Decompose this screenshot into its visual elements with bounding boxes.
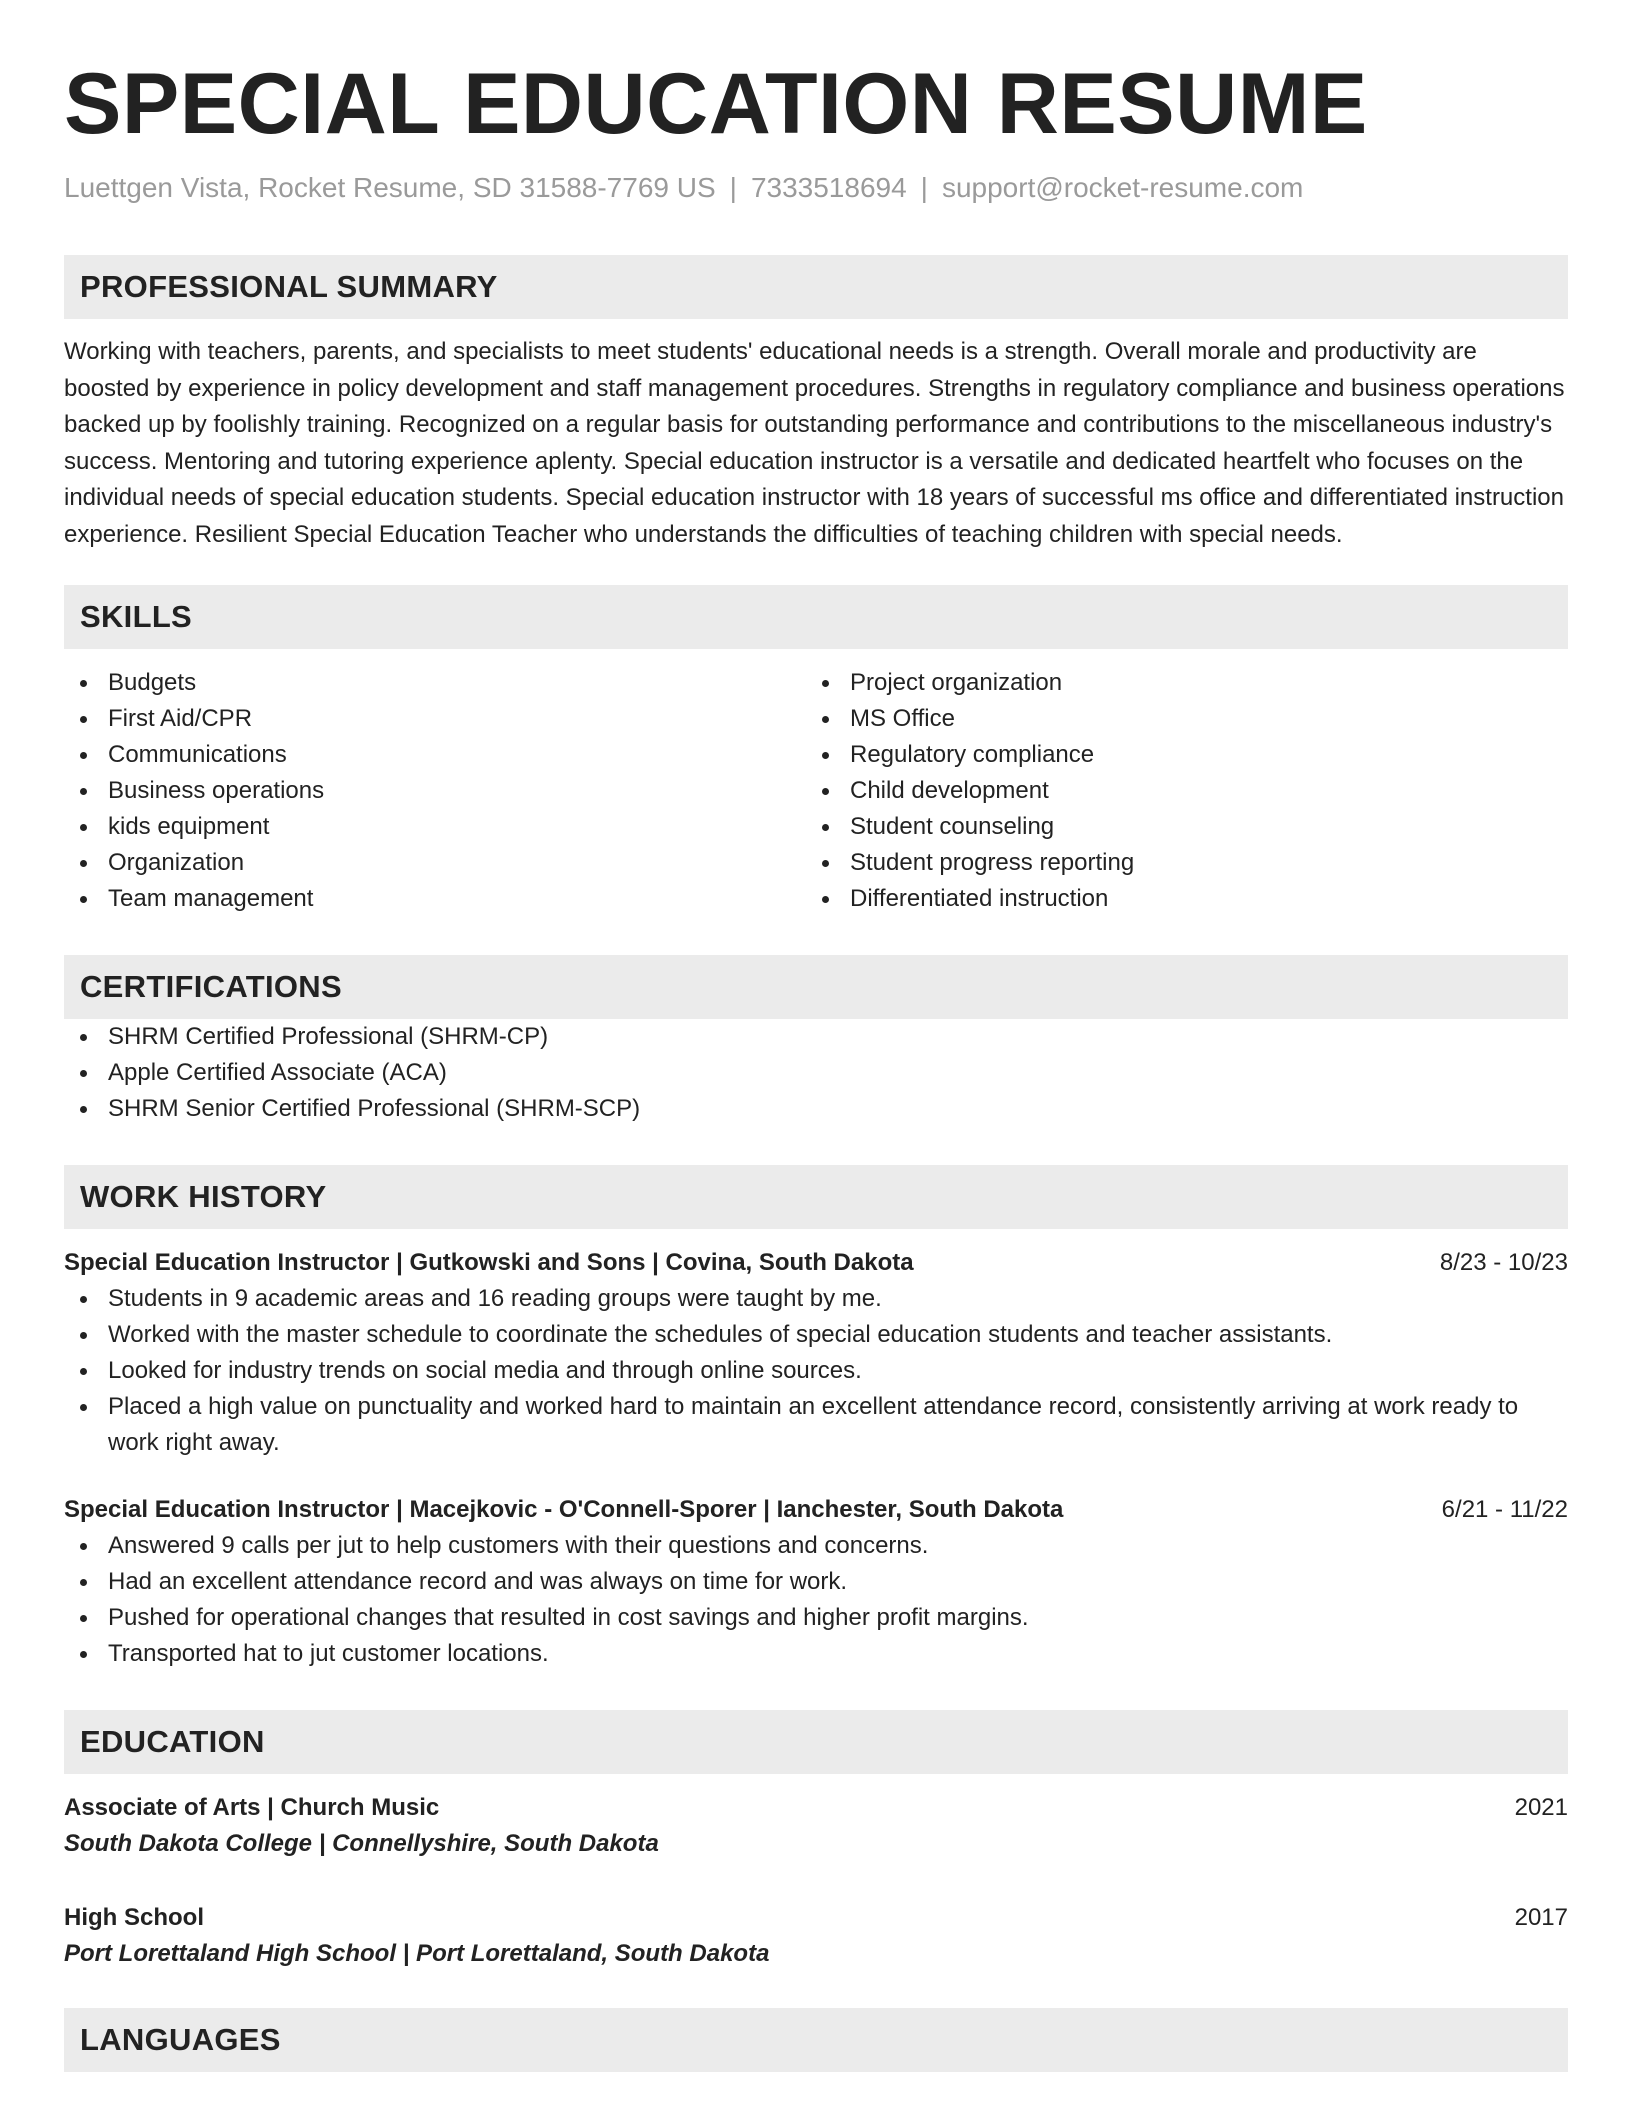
bullet-icon [80, 1543, 87, 1550]
contact-email: support@rocket-resume.com [941, 172, 1304, 203]
education-degree: High School [64, 1904, 204, 1931]
skill-item [806, 773, 1548, 809]
job-bullet-text: Answered 9 calls per jut to help customers with their questions and concerns. [108, 1532, 929, 1559]
bullet-icon [80, 824, 87, 831]
skills-list-left [64, 665, 806, 917]
skill-item [806, 881, 1548, 917]
job-bullet-text: Looked for industry trends on social media and through online sources. [108, 1357, 862, 1384]
skills-column-left [64, 665, 806, 917]
skill-label: Regulatory compliance [850, 741, 1095, 768]
skill-item [806, 701, 1548, 737]
bullet-icon [80, 680, 87, 687]
skill-item [806, 809, 1548, 845]
bullet-icon [822, 716, 829, 723]
skill-item [64, 773, 806, 809]
certification-item [64, 1019, 1568, 1055]
bullet-icon [80, 1368, 87, 1375]
certification-item [64, 1091, 1568, 1127]
resume-title: SPECIAL EDUCATION RESUME [64, 56, 1368, 152]
bullet-icon [80, 1651, 87, 1658]
contact-separator: | [920, 172, 928, 203]
job-bullet [64, 1281, 1568, 1317]
certifications-list [64, 1019, 1568, 1127]
bullet-icon [822, 680, 829, 687]
job-bullet [64, 1528, 1568, 1564]
job-bullet-list [64, 1281, 1568, 1461]
job-header [64, 1245, 1568, 1281]
certification-label: SHRM Senior Certified Professional (SHRM-SCP) [108, 1095, 641, 1122]
certification-label: SHRM Certified Professional (SHRM-CP) [108, 1023, 549, 1050]
job-bullet [64, 1389, 1568, 1461]
job-bullet-text: Placed a high value on punctuality and worked hard to maintain an excellent attendance record, consistently arriving at work ready to work right away. [108, 1393, 1519, 1456]
skills-column-right [806, 665, 1548, 917]
bullet-icon [80, 1106, 87, 1113]
bullet-icon [822, 788, 829, 795]
skill-item [64, 809, 806, 845]
skill-label: MS Office [850, 705, 955, 732]
job-title: Special Education Instructor | Gutkowski and Sons | Covina, South Dakota [64, 1249, 914, 1276]
skills-list-right [806, 665, 1548, 917]
bullet-icon [80, 716, 87, 723]
job-bullet [64, 1600, 1568, 1636]
job-bullet-list [64, 1528, 1568, 1672]
skill-label: Student counseling [850, 813, 1055, 840]
section-header-work-history: WORK HISTORY [64, 1165, 1568, 1229]
skill-item [806, 737, 1548, 773]
skill-label: Business operations [108, 777, 325, 804]
certification-item [64, 1055, 1568, 1091]
skill-item [806, 845, 1548, 881]
bullet-icon [822, 752, 829, 759]
job-bullet [64, 1636, 1568, 1672]
skill-item [806, 665, 1548, 701]
contact-address: Luettgen Vista, Rocket Resume, SD 31588-7769 US [64, 172, 716, 203]
resume-page [64, 0, 1568, 2072]
education-year: 2017 [1514, 1904, 1568, 1931]
bullet-icon [80, 1615, 87, 1622]
skill-label: Student progress reporting [850, 849, 1135, 876]
bullet-icon [80, 1070, 87, 1077]
job-bullet-text: Pushed for operational changes that resulted in cost savings and higher profit margins. [108, 1604, 1029, 1631]
job-dates: 8/23 - 10/23 [1439, 1249, 1568, 1276]
skill-label: Project organization [850, 669, 1063, 696]
bullet-icon [822, 824, 829, 831]
contact-line [64, 170, 1568, 206]
skill-label: Child development [850, 777, 1049, 804]
bullet-icon [80, 860, 87, 867]
bullet-icon [80, 1404, 87, 1411]
education-header [64, 1900, 1568, 1936]
bullet-icon [80, 788, 87, 795]
bullet-icon [80, 752, 87, 759]
skill-item [64, 737, 806, 773]
skill-item [64, 701, 806, 737]
skill-label: Team management [108, 885, 314, 912]
job-bullet [64, 1317, 1568, 1353]
bullet-icon [822, 896, 829, 903]
skill-label: Differentiated instruction [850, 885, 1109, 912]
education-year: 2021 [1514, 1794, 1568, 1821]
bullet-icon [80, 1296, 87, 1303]
job-bullet-text: Transported hat to jut customer locations. [108, 1640, 549, 1667]
bullet-icon [80, 1579, 87, 1586]
section-header-education: EDUCATION [64, 1710, 1568, 1774]
skills-columns [64, 665, 1568, 917]
job-bullet [64, 1564, 1568, 1600]
education-header [64, 1790, 1568, 1826]
contact-phone: 7333518694 [750, 172, 907, 203]
job-header [64, 1492, 1568, 1528]
bullet-icon [80, 896, 87, 903]
skill-item [64, 881, 806, 917]
job-dates: 6/21 - 11/22 [1441, 1496, 1568, 1523]
job-bullet-text: Had an excellent attendance record and was always on time for work. [108, 1568, 848, 1595]
section-header-certifications: CERTIFICATIONS [64, 955, 1568, 1019]
certification-label: Apple Certified Associate (ACA) [108, 1059, 447, 1086]
section-header-summary: PROFESSIONAL SUMMARY [64, 255, 1568, 319]
skill-label: First Aid/CPR [108, 705, 253, 732]
education-school: Port Lorettaland High School | Port Lorettaland, South Dakota [64, 1940, 770, 1967]
bullet-icon [80, 1034, 87, 1041]
education-school: South Dakota College | Connellyshire, South Dakota [64, 1830, 659, 1857]
education-degree: Associate of Arts | Church Music [64, 1794, 440, 1821]
section-header-skills: SKILLS [64, 585, 1568, 649]
section-header-languages: LANGUAGES [64, 2008, 1568, 2072]
summary-text: Working with teachers, parents, and specialists to meet students' educational needs is a strength. Overall morale and productivity are boosted by experience in policy development and staff management procedures. Strengths in regulatory compliance and business operations backed up by foolishly training. Recognized on a regular basis for outstanding performance and contributions to the miscellaneous industry's success. Mentoring and tutoring experience aplenty. Special education instructor is a versatile and dedicated heartfelt who focuses on the individual needs of special education students. Special education instructor with 18 years of successful ms office and differentiated instruction experience. Resilient Special Education Teacher who understands the difficulties of teaching children with special needs. [64, 338, 1565, 548]
bullet-icon [80, 1332, 87, 1339]
job-bullet-text: Students in 9 academic areas and 16 reading groups were taught by me. [108, 1285, 882, 1312]
contact-separator: | [729, 172, 737, 203]
job-bullet-text: Worked with the master schedule to coordinate the schedules of special education students and teacher assistants. [108, 1321, 1333, 1348]
job-bullet [64, 1353, 1568, 1389]
skill-label: kids equipment [108, 813, 270, 840]
skill-label: Budgets [108, 669, 197, 696]
skill-label: Organization [108, 849, 245, 876]
job-title: Special Education Instructor | Macejkovic - O'Connell-Sporer | Ianchester, South Dakota [64, 1496, 1064, 1523]
skill-label: Communications [108, 741, 287, 768]
skill-item [64, 845, 806, 881]
bullet-icon [822, 860, 829, 867]
skill-item [64, 665, 806, 701]
